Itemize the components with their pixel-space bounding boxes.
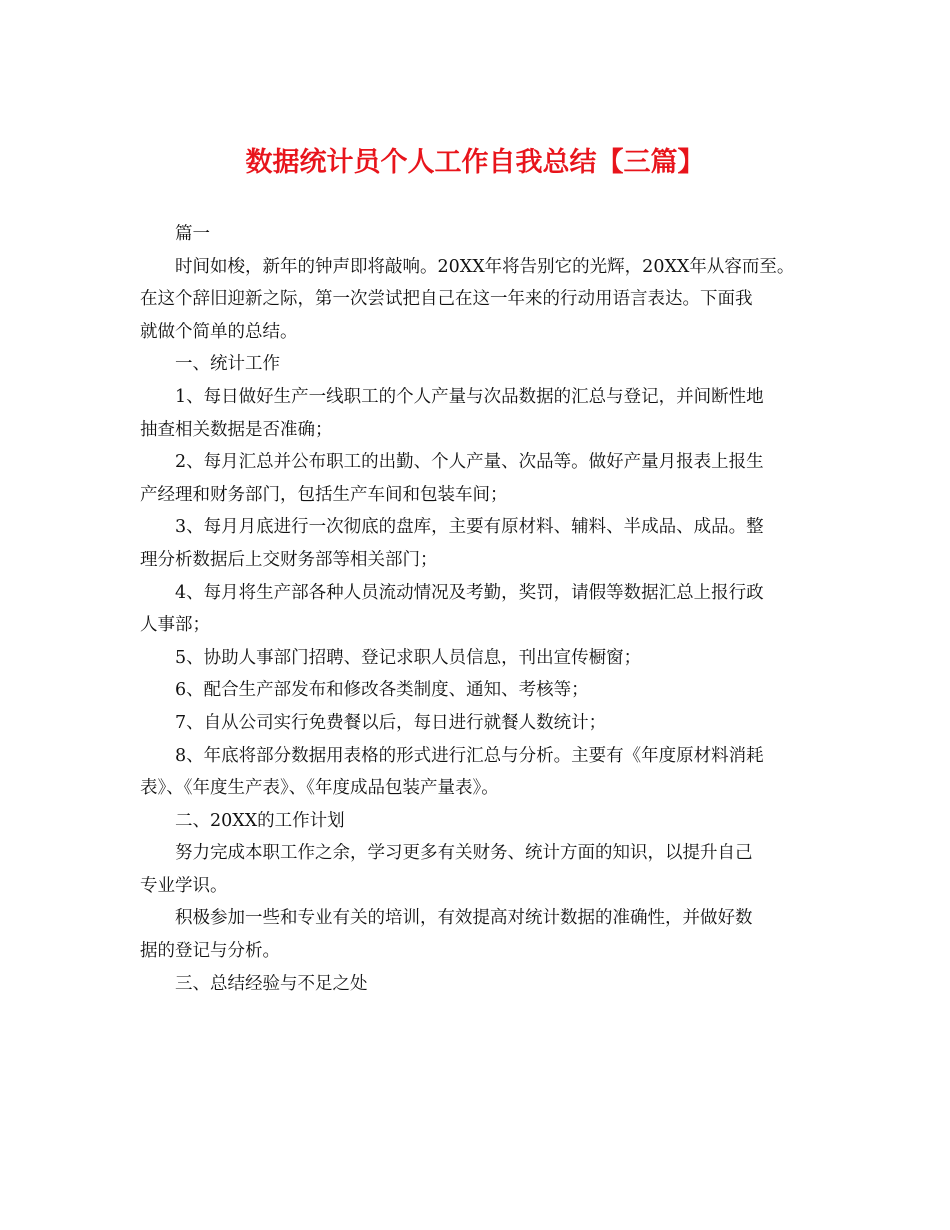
paragraph-line: 8、年底将部分数据用表格的形式进行汇总与分析。主要有《年度原材料消耗 bbox=[175, 745, 764, 766]
paragraph-line: 据的登记与分析。 bbox=[140, 941, 280, 962]
paragraph bbox=[140, 740, 820, 805]
paragraph-line: 在这个辞旧迎新之际，第一次尝试把自己在这一年来的行动用语言表达。下面我 bbox=[140, 289, 753, 310]
paragraph bbox=[140, 642, 820, 675]
paragraph-line: 就做个简单的总结。 bbox=[140, 321, 298, 342]
paragraph-line: 1、每日做好生产一线职工的个人产量与次品数据的汇总与登记，并间断性地 bbox=[175, 386, 764, 407]
paragraph bbox=[140, 902, 820, 967]
paragraph bbox=[140, 381, 820, 446]
paragraph-line: 2、每月汇总并公布职工的出勤、个人产量、次品等。做好产量月报表上报生 bbox=[175, 452, 764, 473]
paragraph-line: 积极参加一些和专业有关的培训，有效提高对统计数据的准确性，并做好数 bbox=[175, 908, 753, 929]
paragraph bbox=[140, 577, 820, 642]
paragraph-line: 人事部； bbox=[140, 615, 210, 636]
paragraph-line: 抽查相关数据是否准确； bbox=[140, 419, 333, 440]
paragraph-line: 专业学识。 bbox=[140, 875, 228, 896]
paragraph bbox=[140, 837, 820, 902]
paragraph-line: 6、配合生产部发布和修改各类制度、通知、考核等； bbox=[175, 680, 589, 701]
paragraph bbox=[140, 511, 820, 576]
paragraph bbox=[140, 218, 820, 251]
paragraph-line: 理分析数据后上交财务部等相关部门； bbox=[140, 549, 438, 570]
paragraph bbox=[140, 805, 820, 838]
paragraph-line: 表》、《年度生产表》、《年度成品包装产量表》。 bbox=[140, 778, 499, 799]
paragraph-line: 7、自从公司实行免费餐以后，每日进行就餐人数统计； bbox=[175, 712, 607, 733]
paragraph-line: 二、20XX的工作计划 bbox=[175, 810, 345, 831]
paragraph bbox=[140, 251, 820, 349]
paragraph-line: 一、统计工作 bbox=[175, 354, 280, 375]
paragraph bbox=[140, 707, 820, 740]
paragraph-line: 产经理和财务部门，包括生产车间和包装车间； bbox=[140, 484, 508, 505]
paragraph bbox=[140, 348, 820, 381]
paragraph bbox=[140, 674, 820, 707]
paragraph-line: 三、总结经验与不足之处 bbox=[175, 973, 368, 994]
paragraph-line: 4、每月将生产部各种人员流动情况及考勤，奖罚，请假等数据汇总上报行政 bbox=[175, 582, 764, 603]
paragraph-line: 时间如梭，新年的钟声即将敲响。20XX年将告别它的光辉，20XX年从容而至。 bbox=[175, 256, 795, 277]
document-body bbox=[140, 218, 820, 1000]
paragraph-line: 5、协助人事部门招聘、登记求职人员信息，刊出宣传橱窗； bbox=[175, 647, 642, 668]
paragraph bbox=[140, 968, 820, 1001]
paragraph bbox=[140, 446, 820, 511]
document-title: 数据统计员个人工作自我总结【三篇】 bbox=[245, 147, 705, 178]
paragraph-line: 篇一 bbox=[175, 224, 210, 244]
paragraph-line: 3、每月月底进行一次彻底的盘库，主要有原材料、辅料、半成品、成品。整 bbox=[175, 517, 764, 538]
paragraph-line: 努力完成本职工作之余，学习更多有关财务、统计方面的知识，以提升自己 bbox=[175, 843, 753, 864]
